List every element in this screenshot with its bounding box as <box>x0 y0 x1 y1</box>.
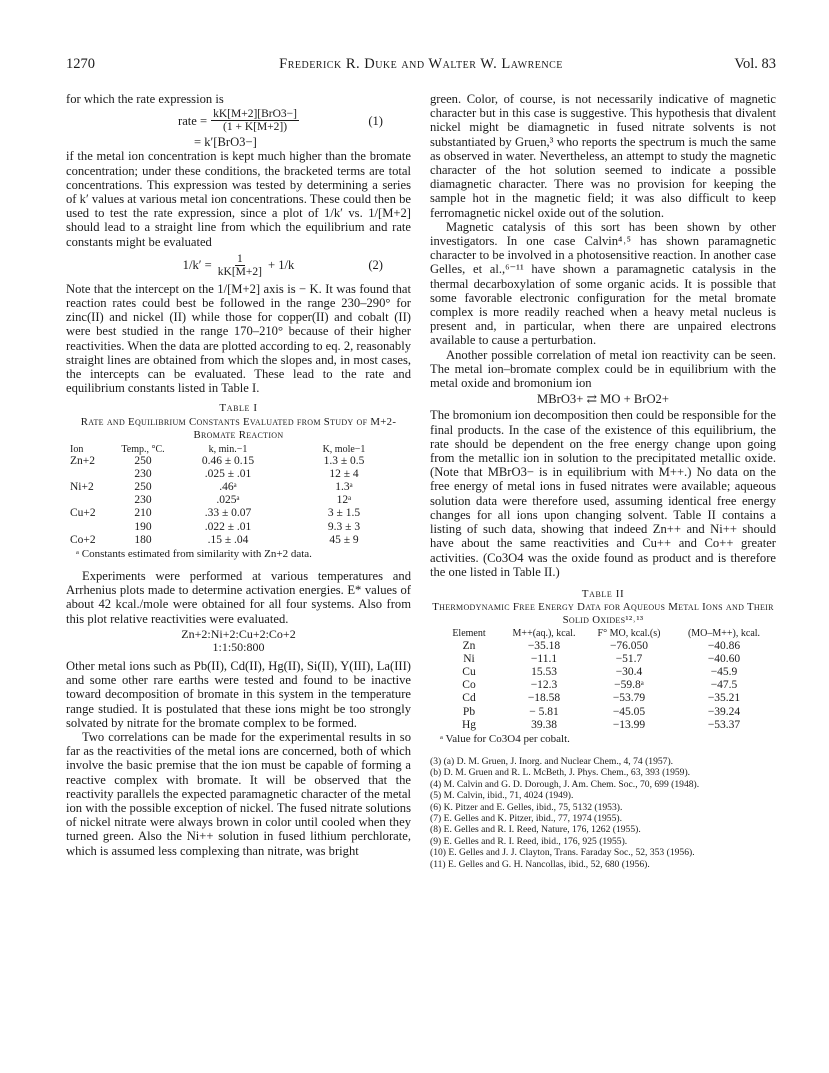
reference-item: (10) E. Gelles and J. J. Clayton, Trans. Faraday Soc., 52, 353 (1956). <box>430 847 695 859</box>
table-2 <box>434 629 774 732</box>
table-cell <box>70 521 118 534</box>
table-cell: Co <box>462 679 476 692</box>
table-cell: .15 ± .04 <box>207 533 249 546</box>
table-cell <box>70 494 118 507</box>
page-number: 1270 <box>66 56 95 72</box>
table-cell: Co+2 <box>70 533 96 546</box>
table-cell: .33 ± 0.07 <box>204 507 252 520</box>
paragraph: Other metal ions such as Pb(II), Cd(II), Hg(II), Si(II), Y(III), La(III) and some other rare earths were tested and found to be inactive toward decomposition of bromate in this system in the temperature range studied. It is postulated that these ions might be too strongly solvated by nitrate for the bromate complex to be formed. <box>66 658 411 730</box>
reference-item: (9) E. Gelles and R. I. Reed, ibid., 176, 925 (1955). <box>430 835 628 847</box>
table-cell: −40.86 <box>707 639 741 652</box>
paragraph: The bromonium ion decomposition then could be responsible for the final products. In the case of the existence of this equilibrium, the rate should be dependent on the free energy change upon going from the metallic ion in solution to the precipitated metallic oxide. (Note that MBrO3− is in equilibrium with M++.) No data on the free energy of metal ions in fused nitrates were available; aqueous solution data were therefore used, assuming identical free energy changes for all ions upon changing solvent. Table II contains a listing of such data, showing that indeed Zn++ and Ni++ should have about the same reactivities and Cu++ and Co++ greater activities. (Co3O4 was the oxide found as product and is therefore the one listed in Table II.) <box>430 408 776 579</box>
reference-item: (5) M. Calvin, ibid., 71, 4024 (1949). <box>430 790 574 802</box>
eq2-denominator: kK[M+2] <box>217 265 262 278</box>
table2-header: M++(aq.), kcal. <box>512 628 576 640</box>
eq2-plus: + 1/k <box>267 258 295 273</box>
table-row <box>70 481 400 494</box>
table-cell: 1.3ᵃ <box>335 481 353 494</box>
table1-header: Ion <box>70 443 84 455</box>
table-cell: .46ᵃ <box>219 481 237 494</box>
table-row <box>434 679 774 692</box>
table-cell: 210 <box>134 507 152 520</box>
table-cell: −39.24 <box>707 705 741 718</box>
table-cell: .025ᵃ <box>216 494 240 507</box>
equilibrium-reaction: MBrO3+ ⇄ MO + BrO2+ <box>537 392 669 407</box>
table-cell: −40.60 <box>707 652 741 665</box>
table-row <box>434 692 774 705</box>
table-cell: −76.050 <box>609 639 649 652</box>
table1-header: Temp., °C. <box>121 443 165 455</box>
table2-header: Element <box>452 628 486 640</box>
table-cell: Zn+2 <box>70 454 96 467</box>
table-row <box>70 494 400 507</box>
table-cell: .022 ± .01 <box>204 520 252 533</box>
table-cell <box>70 468 118 481</box>
table-cell: −59.8ᵃ <box>614 679 644 692</box>
table-cell: −18.58 <box>527 692 561 705</box>
eq2-lhs: 1/k′ = <box>182 258 212 273</box>
table-cell: Hg <box>461 718 477 731</box>
table-cell: Pb <box>462 705 476 718</box>
table-cell: −53.79 <box>612 692 646 705</box>
table-cell: 230 <box>134 467 152 480</box>
paragraph: for which the rate expression is <box>66 92 224 106</box>
table1-header: k, min.−1 <box>208 443 248 455</box>
table-cell: −11.1 <box>530 652 558 665</box>
volume-label: Vol. 83 <box>734 56 776 72</box>
table1-title: Rate and Equilibrium Constants Evaluated from Study of M+2-Bromate Reaction <box>80 415 397 441</box>
table-cell: −35.21 <box>707 692 741 705</box>
table-cell: −45.05 <box>612 705 646 718</box>
table-row <box>434 719 774 732</box>
table-row <box>70 507 400 520</box>
table-cell: 190 <box>134 520 152 533</box>
eq2-numerator: 1 <box>237 252 243 265</box>
eq1-denominator: (1 + K[M+2]) <box>223 121 288 134</box>
table-cell: 12 ± 4 <box>329 467 359 480</box>
equation-1 <box>66 108 411 133</box>
table-cell: 12ᵃ <box>336 494 352 507</box>
table-row <box>434 706 774 719</box>
table-row <box>70 521 400 534</box>
paragraph: Magnetic catalysis of this sort has been shown by other investigators. In one case Calvin⁴˒⁵ has shown paramagnetic character to be involved in a photosensitive reaction. In another case Gelles, et al.,⁶⁻¹¹ have shown a paramagnetic catalysis in the thermal decarboxylation of some organic acids. It is possible that some favorable electronic configuration for the metal bromate complex is more readily reached when a heavy metal nucleus is present and, in particular, when there are unpaired electrons available to cause a perturbation. <box>430 219 776 348</box>
reference-item: (b) D. M. Gruen and R. L. McBeth, J. Phys. Chem., 63, 393 (1959). <box>430 767 691 779</box>
reference-item: (4) M. Calvin and G. D. Dorough, J. Am. Chem. Soc., 70, 699 (1948). <box>430 778 700 790</box>
table-row <box>434 666 774 679</box>
table-cell: 250 <box>134 481 152 494</box>
eq1-label: (1) <box>368 113 383 128</box>
eq1-lhs: rate = <box>178 113 208 128</box>
reference-item: (3) (a) D. M. Gruen, J. Inorg. and Nuclear Chem., 4, 74 (1957). <box>430 756 674 768</box>
table2-footnote: ᵃ Value for Co3O4 per cobalt. <box>440 733 570 746</box>
reactivity-ratio-ions: Zn+2:Ni+2:Cu+2:Co+2 <box>181 626 296 641</box>
reactivity-ratio-values: 1:1:50:800 <box>212 640 265 655</box>
paragraph: Another possible correlation of metal ion reactivity can be seen. The metal ion–bromate complex could be in equilibrium with the metal oxide and bromonium ion <box>430 347 776 391</box>
paragraph: if the metal ion concentration is kept much higher than the bromate concentration; under these conditions, the bracketed terms are total concentrations. This expression was tested by determining a series of k′ values at various metal ion concentrations. These could then be used to test the rate expression, since a plot of 1/k′ vs. 1/[M+2] should lead to a straight line from which the equilibrium and rate constants might be evaluated <box>66 149 411 249</box>
table-1 <box>70 444 400 547</box>
reference-item: (6) K. Pitzer and E. Gelles, ibid., 75, 5132 (1953). <box>430 801 623 813</box>
eq1-numerator: kK[M+2][BrO3−] <box>213 108 297 121</box>
table1-footnote: ᵃ Constants estimated from similarity with Zn+2 data. <box>76 548 312 561</box>
page-header <box>66 56 776 76</box>
table-cell: −53.37 <box>707 718 741 731</box>
table-row <box>434 640 774 653</box>
references <box>430 756 776 870</box>
table-cell: Zn <box>462 639 476 652</box>
table-cell: 45 ± 9 <box>329 533 359 546</box>
eq1-line2: = k′[BrO3−] <box>194 135 257 150</box>
paragraph: green. Color, of course, is not necessarily indicative of magnetic character but in this case is suggestive. This hypothesis that divalent nickel might be diamagnetic in fused nitrate solvents is not substantiated by Gruen,³ who reports the spectrum is much the same as observed in water. Nevertheless, an attempt to study the magnetic character of the hot solution seemed to indicate a possible diamagnetic character. There was no provision for keeping the sample hot in the magnetic field; it was also difficult to keep ferromagnetic nickel oxide out of the solution. <box>430 92 776 220</box>
table-cell: 250 <box>134 454 152 467</box>
table-cell: −12.3 <box>530 679 558 692</box>
table-row <box>434 653 774 666</box>
table-cell: 9.3 ± 3 <box>327 520 361 533</box>
reference-item: (7) E. Gelles and K. Pitzer, ibid., 77, 1974 (1955). <box>430 813 622 825</box>
table2-title: Thermodynamic Free Energy Data for Aqueous Metal Ions and Their Solid Oxides¹²˒¹³ <box>432 601 774 627</box>
table2-caption: Table II <box>581 587 625 600</box>
table-cell: 39.38 <box>531 718 557 731</box>
table-cell: −30.4 <box>615 666 643 679</box>
table2-header: (MO–M++), kcal. <box>687 628 761 640</box>
table-cell: −51.7 <box>615 652 643 665</box>
table-cell: 230 <box>134 494 152 507</box>
table-cell: Cu+2 <box>70 507 96 520</box>
table-row <box>70 455 400 468</box>
paragraph: Experiments were performed at various temperatures and Arrhenius plots made to determine activation energies. E* values of about 42 kcal./mole were obtained for all four systems. Also from this plot relative reactivities were evaluated. <box>66 569 411 626</box>
paragraph: Two correlations can be made for the experimental results in so far as the reactivities of the metal ions are concerned, both of which involve the basic premise that the ion must be capable of forming a reactive complex with bromate. It will be observed that the reactivity parallels the expected paramagnetic character of the metal ion with the possible exception of nickel. The fused nitrate solutions of nickel nitrate were always brown in color until cooled when they turned green. Also the Ni++ solution in fused lithium perchlorate, which is assumed less complexing than nitrate, was bright <box>66 729 411 858</box>
table-row <box>70 534 400 547</box>
table1-header: K, mole−1 <box>322 443 366 455</box>
table-cell: 0.46 ± 0.15 <box>201 454 255 467</box>
left-column <box>66 92 411 858</box>
table-cell: 1.3 ± 0.5 <box>323 454 365 467</box>
table-cell: −47.5 <box>710 679 738 692</box>
table-cell: .025 ± .01 <box>204 467 252 480</box>
table-cell: Cd <box>462 692 476 705</box>
eq2-label: (2) <box>368 258 383 273</box>
equation-2 <box>66 253 411 278</box>
table-cell: −13.99 <box>612 718 646 731</box>
table-cell: 180 <box>134 533 152 546</box>
running-head: Frederick R. Duke and Walter W. Lawrence <box>279 56 563 72</box>
reference-item: (8) E. Gelles and R. I. Reed, Nature, 176, 1262 (1955). <box>430 824 641 836</box>
right-column <box>430 92 776 870</box>
table-cell: 15.53 <box>531 666 557 679</box>
table-cell: 3 ± 1.5 <box>327 507 361 520</box>
table-cell: − 5.81 <box>529 705 559 718</box>
table-row <box>70 468 400 481</box>
table2-header: F° MO, kcal.(s) <box>597 628 661 640</box>
table-cell: Cu <box>462 666 476 679</box>
paragraph: Note that the intercept on the 1/[M+2] axis is − K. It was found that reaction rates could best be followed in the range 230–290° for zinc(II) and nickel (II) while those for copper(II) and cobalt (II) were best studied in the range 170–210° because of their higher reactivities. When the data are plotted according to eq. 2, reasonably straight lines are obtained from which the slopes and, in most cases, the intercepts can be evaluated. These lead to the rate and equilibrium constants listed in Table I. <box>66 281 411 396</box>
table-cell: Ni+2 <box>70 481 94 494</box>
table-cell: −45.9 <box>710 666 738 679</box>
table-cell: Ni <box>463 652 475 665</box>
table-cell: −35.18 <box>527 639 561 652</box>
table1-caption: Table I <box>219 402 258 415</box>
reference-item: (11) E. Gelles and G. H. Nancollas, ibid., 52, 680 (1956). <box>430 858 650 870</box>
